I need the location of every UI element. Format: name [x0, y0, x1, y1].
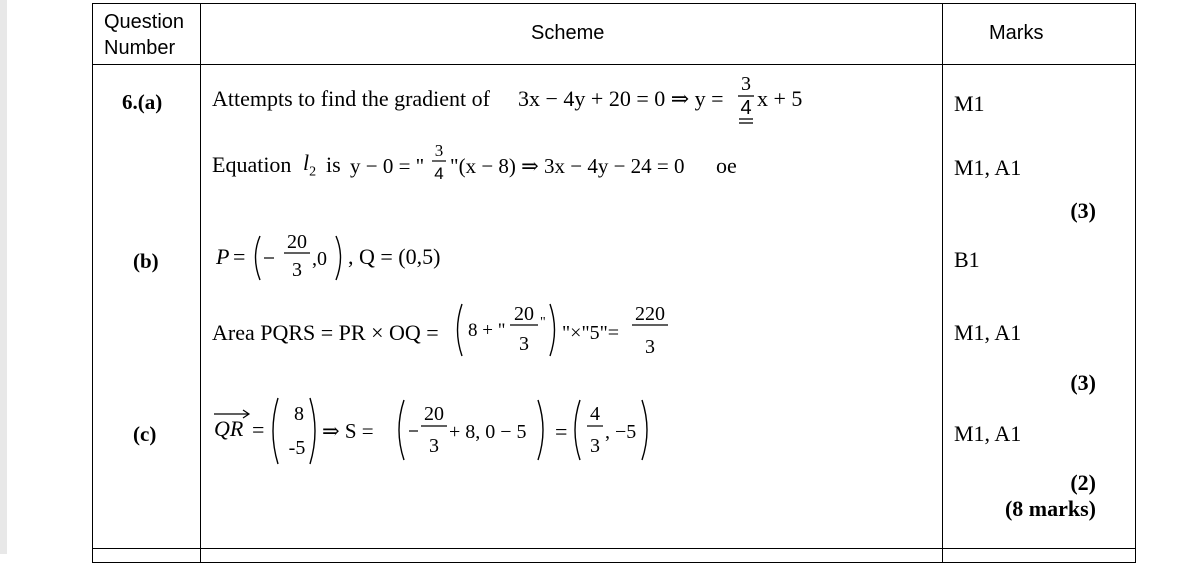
part-b-total: (3): [1070, 370, 1096, 395]
part-a-line2-is: is: [326, 152, 341, 177]
point-s-result: [568, 394, 654, 466]
part-a-line1-tail: x + 5: [757, 86, 803, 111]
part-a-line2-pre: y − 0 = ": [350, 154, 425, 178]
line-l-subscript: 2: [309, 164, 317, 180]
part-a-line2-post: "(x − 8) ⇒ 3x − 4y − 24 = 0: [450, 154, 685, 178]
svg-text:": ": [540, 315, 546, 330]
point-p: [216, 244, 229, 270]
part-a-line2-fraction: [429, 139, 449, 189]
point-p-num: 20: [287, 231, 307, 253]
header-question-number: Question Number: [104, 11, 185, 59]
part-a-gradient-num: 3: [741, 73, 751, 95]
part-b-eight: 8 + ": [468, 320, 506, 341]
part-a-gradient-fraction: [736, 68, 756, 132]
vector-qr-bottom: -5: [288, 437, 306, 459]
part-c-implies-s: ⇒ S =: [322, 419, 374, 443]
part-a-label: 6.(a): [122, 90, 163, 114]
part-b-area-text: Area PQRS = PR × OQ =: [212, 320, 439, 345]
part-b-result-fraction: [628, 296, 672, 362]
point-q: , Q = (0,5): [348, 244, 441, 269]
point-s-num: 20: [424, 403, 444, 425]
vector-qr-label: QR: [214, 416, 244, 441]
part-b-times-five: "×"5"=: [562, 322, 620, 344]
part-b-mark-1: B1: [954, 247, 980, 272]
column-vector-qr: [266, 394, 322, 468]
part-b-mark-2: M1, A1: [954, 320, 1022, 345]
footer-divider: [92, 548, 1136, 549]
point-p-letter: P: [216, 244, 230, 269]
line-l2: [303, 150, 316, 180]
part-b-line1-eq: =: [233, 244, 246, 269]
point-s-coordinates: [392, 394, 552, 466]
column-divider: [942, 3, 943, 563]
page-edge: [0, 0, 7, 554]
point-s-middle: + 8, 0 − 5: [449, 421, 527, 443]
part-a-mark-1: M1: [954, 91, 985, 116]
header-marks: Marks: [989, 22, 1044, 44]
part-c-total: (2): [1070, 470, 1096, 495]
point-s-result-num: 4: [590, 403, 600, 425]
part-a-line2-den: 4: [434, 164, 444, 183]
point-s-result-tail: , −5: [605, 421, 637, 443]
point-p-den: 3: [292, 259, 302, 281]
point-s-result-den: 3: [590, 435, 600, 457]
part-b-result-den: 3: [645, 336, 655, 358]
part-a-mark-2: M1, A1: [954, 155, 1022, 180]
part-a-line2-num: 3: [434, 141, 444, 160]
part-a-line1-equation: 3x − 4y + 20 = 0 ⇒ y =: [518, 86, 724, 111]
part-b-frac-num: 20: [514, 303, 534, 325]
svg-text:,0: ,0: [312, 248, 327, 270]
part-a-line2-oe: oe: [716, 153, 737, 178]
part-b-result-num: 220: [635, 303, 665, 325]
grand-total: (8 marks): [1004, 496, 1096, 521]
part-b-label: (b): [133, 249, 159, 273]
part-a-line1-text: Attempts to find the gradient of: [212, 86, 490, 111]
column-divider: [200, 3, 201, 563]
point-p-coordinates: [248, 224, 348, 290]
part-a-gradient-den: 4: [740, 97, 752, 119]
header-scheme: Scheme: [531, 22, 605, 44]
part-c-equals: =: [252, 417, 265, 442]
line-l: l: [303, 150, 310, 175]
part-b-frac-den: 3: [519, 333, 529, 355]
part-c-mark: M1, A1: [954, 421, 1022, 446]
part-c-label: (c): [133, 422, 157, 446]
header-divider: [92, 64, 1136, 65]
part-a-line2-text: Equation: [212, 152, 292, 177]
point-s-den: 3: [429, 435, 439, 457]
part-c-equals-2: =: [555, 419, 568, 444]
vector-qr-top: 8: [294, 403, 304, 425]
part-a-total: (3): [1070, 198, 1096, 223]
part-b-area-bracket: [452, 296, 562, 364]
